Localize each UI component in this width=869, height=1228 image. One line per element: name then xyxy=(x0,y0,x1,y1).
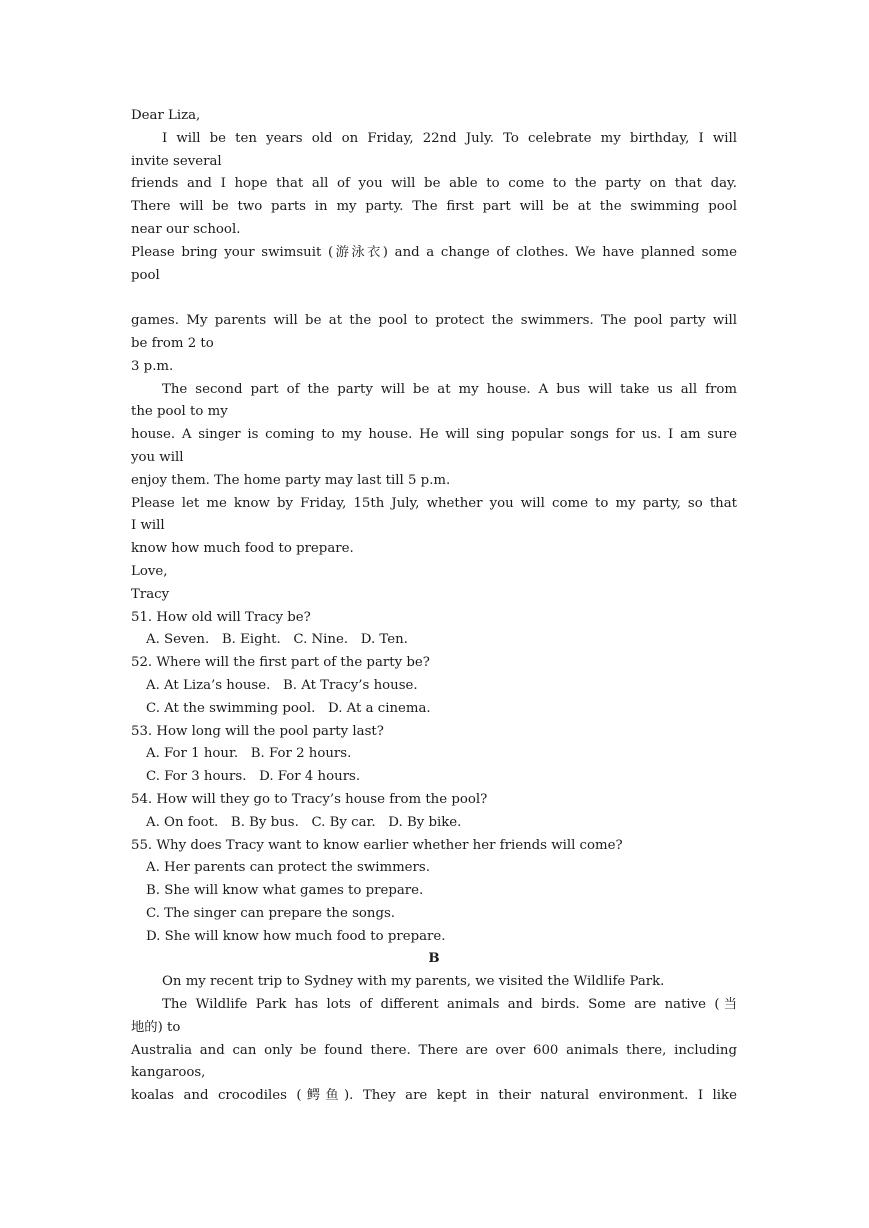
letter-line: you will xyxy=(131,449,184,465)
letter-line: house. A singer is coming to my house. He will sing popular songs for us. I am sure xyxy=(131,427,737,443)
letter-line: invite several xyxy=(131,153,222,169)
question-options: B. She will know what games to prepare. xyxy=(146,883,424,899)
letter-closing: Love, xyxy=(131,563,168,579)
question-options: C. For 3 hours. D. For 4 hours. xyxy=(146,769,361,785)
section-b-line: koalas and crocodiles (鳄鱼). They are kept in their natural environment. I like xyxy=(131,1088,737,1104)
letter-line: The second part of the party will be at my house. A bus will take us all from xyxy=(162,381,737,397)
section-b-line: 地的) to xyxy=(131,1019,181,1035)
document-page xyxy=(131,105,737,1108)
question-options: D. She will know how much food to prepare. xyxy=(146,928,446,944)
letter-line: enjoy them. The home party may last till 5 p.m. xyxy=(131,472,451,488)
letter-line: near our school. xyxy=(131,221,241,237)
letter-line: know how much food to prepare. xyxy=(131,541,354,557)
section-b-line: kangaroos, xyxy=(131,1065,206,1081)
letter-line: games. My parents will be at the pool to protect the swimmers. The pool party will xyxy=(131,313,737,329)
letter-line: Please let me know by Friday, 15th July, whether you will come to my party, so that xyxy=(131,495,737,511)
question-options: A. Seven. B. Eight. C. Nine. D. Ten. xyxy=(146,632,408,648)
letter-line: the pool to my xyxy=(131,404,228,420)
letter-line: pool xyxy=(131,267,160,283)
question-54: 54. How will they go to Tracy’s house from the pool? xyxy=(131,791,488,807)
blank-line xyxy=(131,287,737,310)
question-options: C. The singer can prepare the songs. xyxy=(146,905,396,921)
question-options: A. At Liza’s house. B. At Tracy’s house. xyxy=(146,677,418,693)
letter-salutation: Dear Liza, xyxy=(131,108,201,123)
letter-line: be from 2 to xyxy=(131,335,214,351)
question-options: A. For 1 hour. B. For 2 hours. xyxy=(146,746,352,762)
section-b-line: On my recent trip to Sydney with my parents, we visited the Wildlife Park. xyxy=(162,974,665,990)
section-b-line: Australia and can only be found there. There are over 600 animals there, including xyxy=(131,1042,737,1058)
letter-line: I will be ten years old on Friday, 22nd July. To celebrate my birthday, I will xyxy=(162,130,737,146)
letter-line: friends and I hope that all of you will be able to come to the party on that day. xyxy=(131,176,737,192)
letter-line: Please bring your swimsuit (游泳衣) and a change of clothes. We have planned some xyxy=(131,244,737,260)
question-options: C. At the swimming pool. D. At a cinema. xyxy=(146,700,431,716)
question-55: 55. Why does Tracy want to know earlier whether her friends will come? xyxy=(131,837,623,853)
question-53: 53. How long will the pool party last? xyxy=(131,723,384,739)
question-options: A. On foot. B. By bus. C. By car. D. By bike. xyxy=(146,814,462,830)
question-options: A. Her parents can protect the swimmers. xyxy=(146,860,430,876)
question-52: 52. Where will the first part of the party be? xyxy=(131,655,430,671)
letter-line: There will be two parts in my party. The first part will be at the swimming pool xyxy=(131,199,737,215)
question-51: 51. How old will Tracy be? xyxy=(131,609,311,625)
letter-line: 3 p.m. xyxy=(131,358,174,374)
letter-signature: Tracy xyxy=(131,586,170,602)
section-b-line: The Wildlife Park has lots of different animals and birds. Some are native (当 xyxy=(162,997,737,1013)
letter-line: I will xyxy=(131,518,165,534)
section-b-heading: B xyxy=(428,951,440,967)
